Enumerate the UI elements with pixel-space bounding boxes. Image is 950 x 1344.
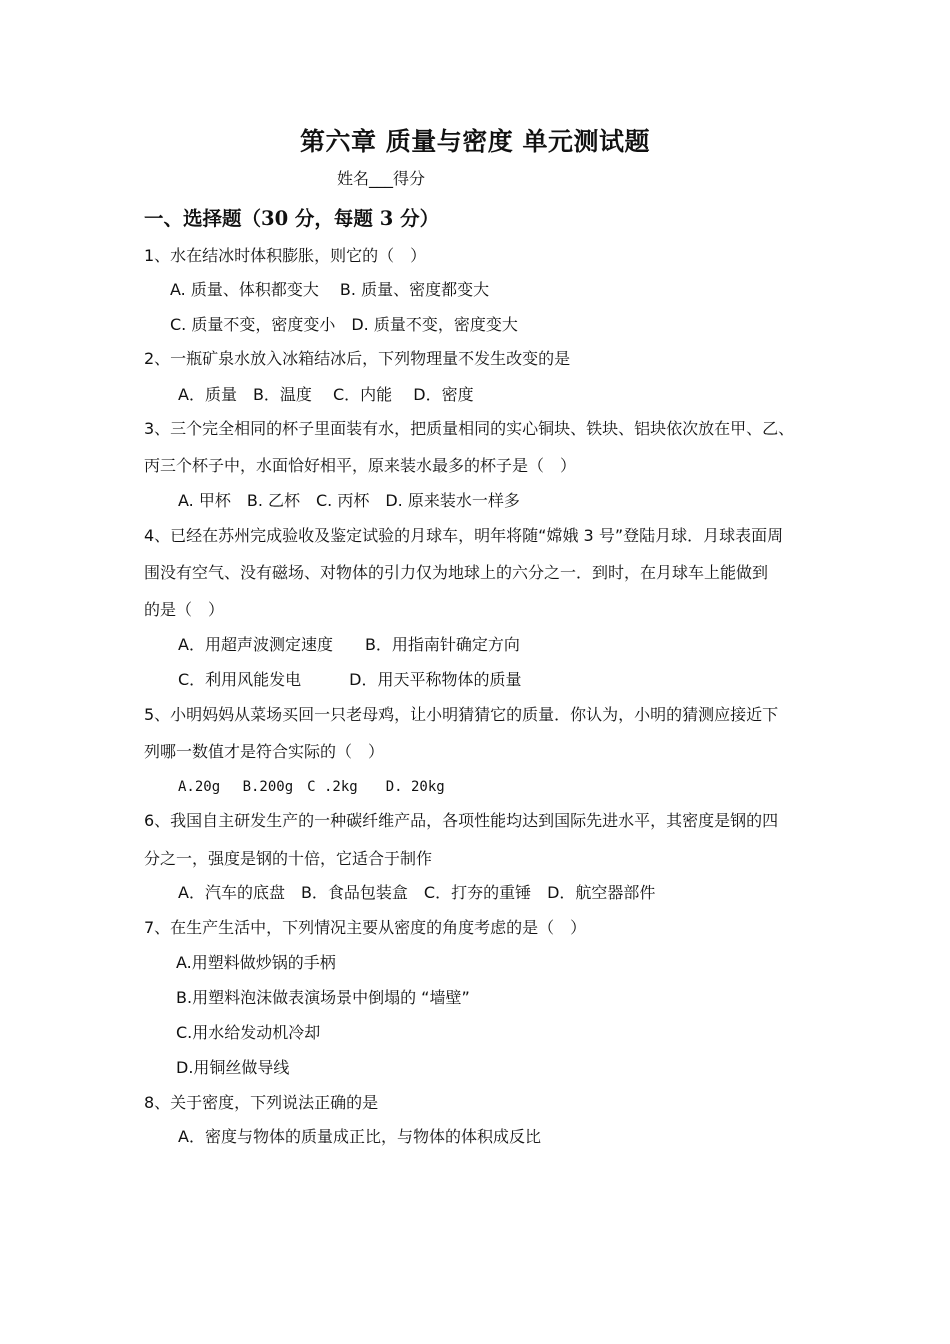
q6-stem-line2: 分之一，强度是钢的十倍，它适合于制作: [144, 849, 433, 868]
q1-options-ab: A. 质量、体积都变大 B. 质量、密度都变大: [170, 280, 490, 299]
name-score-line: 姓名___得分: [337, 169, 426, 188]
q2-stem: 2、一瓶矿泉水放入冰箱结冰后，下列物理量不发生改变的是: [144, 349, 571, 368]
q7-option-d: D.用铜丝做导线: [176, 1058, 290, 1077]
page-title: 第六章 质量与密度 单元测试题: [300, 127, 650, 156]
q8-option-a: A．密度与物体的质量成正比，与物体的体积成反比: [178, 1127, 541, 1146]
q7-option-c: C.用水给发动机冷却: [176, 1023, 321, 1042]
q5-stem-line1: 5、小明妈妈从菜场买回一只老母鸡，让小明猜猜它的质量．你认为，小明的猜测应接近下: [144, 705, 779, 724]
q4-options-cd: C．利用风能发电 D．用天平称物体的质量: [178, 670, 522, 689]
q3-stem-line1: 3、三个完全相同的杯子里面装有水，把质量相同的实心铜块、铁块、铝块依次放在甲、乙、: [144, 419, 795, 438]
q7-option-a: A.用塑料做炒锅的手柄: [176, 953, 336, 972]
q1-stem: 1、水在结冰时体积膨胀，则它的（ ）: [144, 246, 427, 265]
q7-stem: 7、在生产生活中，下列情况主要从密度的角度考虑的是（ ）: [144, 918, 587, 937]
q8-stem: 8、关于密度，下列说法正确的是: [144, 1093, 379, 1112]
q4-stem-line3: 的是（ ）: [144, 600, 225, 619]
q6-options: A．汽车的底盘 B．食品包装盒 C．打夯的重锤 D．航空器部件: [178, 883, 656, 902]
q2-options: A．质量 B．温度 C．内能 D．密度: [178, 385, 474, 404]
q4-stem-line2: 围没有空气、没有磁场、对物体的引力仅为地球上的六分之一．到时，在月球车上能做到: [144, 563, 769, 582]
q5-stem-line2: 列哪一数值才是符合实际的（ ）: [144, 742, 385, 761]
q3-options: A. 甲杯 B. 乙杯 C. 丙杯 D. 原来装水一样多: [178, 491, 520, 510]
q6-stem-line1: 6、我国自主研发生产的一种碳纤维产品，各项性能均达到国际先进水平，其密度是钢的四: [144, 811, 779, 830]
section-heading: 一、选择题（30 分，每题 3 分）: [144, 207, 440, 230]
q3-stem-line2: 丙三个杯子中，水面恰好相平，原来装水最多的杯子是（ ）: [144, 456, 577, 475]
q4-stem-line1: 4、已经在苏州完成验收及鉴定试验的月球车，明年将随“嫦娥 3 号”登陆月球．月球表面周: [144, 526, 784, 545]
q5-options: A.20g B.200g C .2kg D. 20kg: [178, 779, 445, 795]
q4-options-ab: A．用超声波测定速度 B．用指南针确定方向: [178, 635, 520, 654]
q7-option-b: B.用塑料泡沫做表演场景中倒塌的 “墙壁”: [176, 988, 470, 1007]
q1-options-cd: C. 质量不变，密度变小 D. 质量不变，密度变大: [170, 315, 518, 334]
